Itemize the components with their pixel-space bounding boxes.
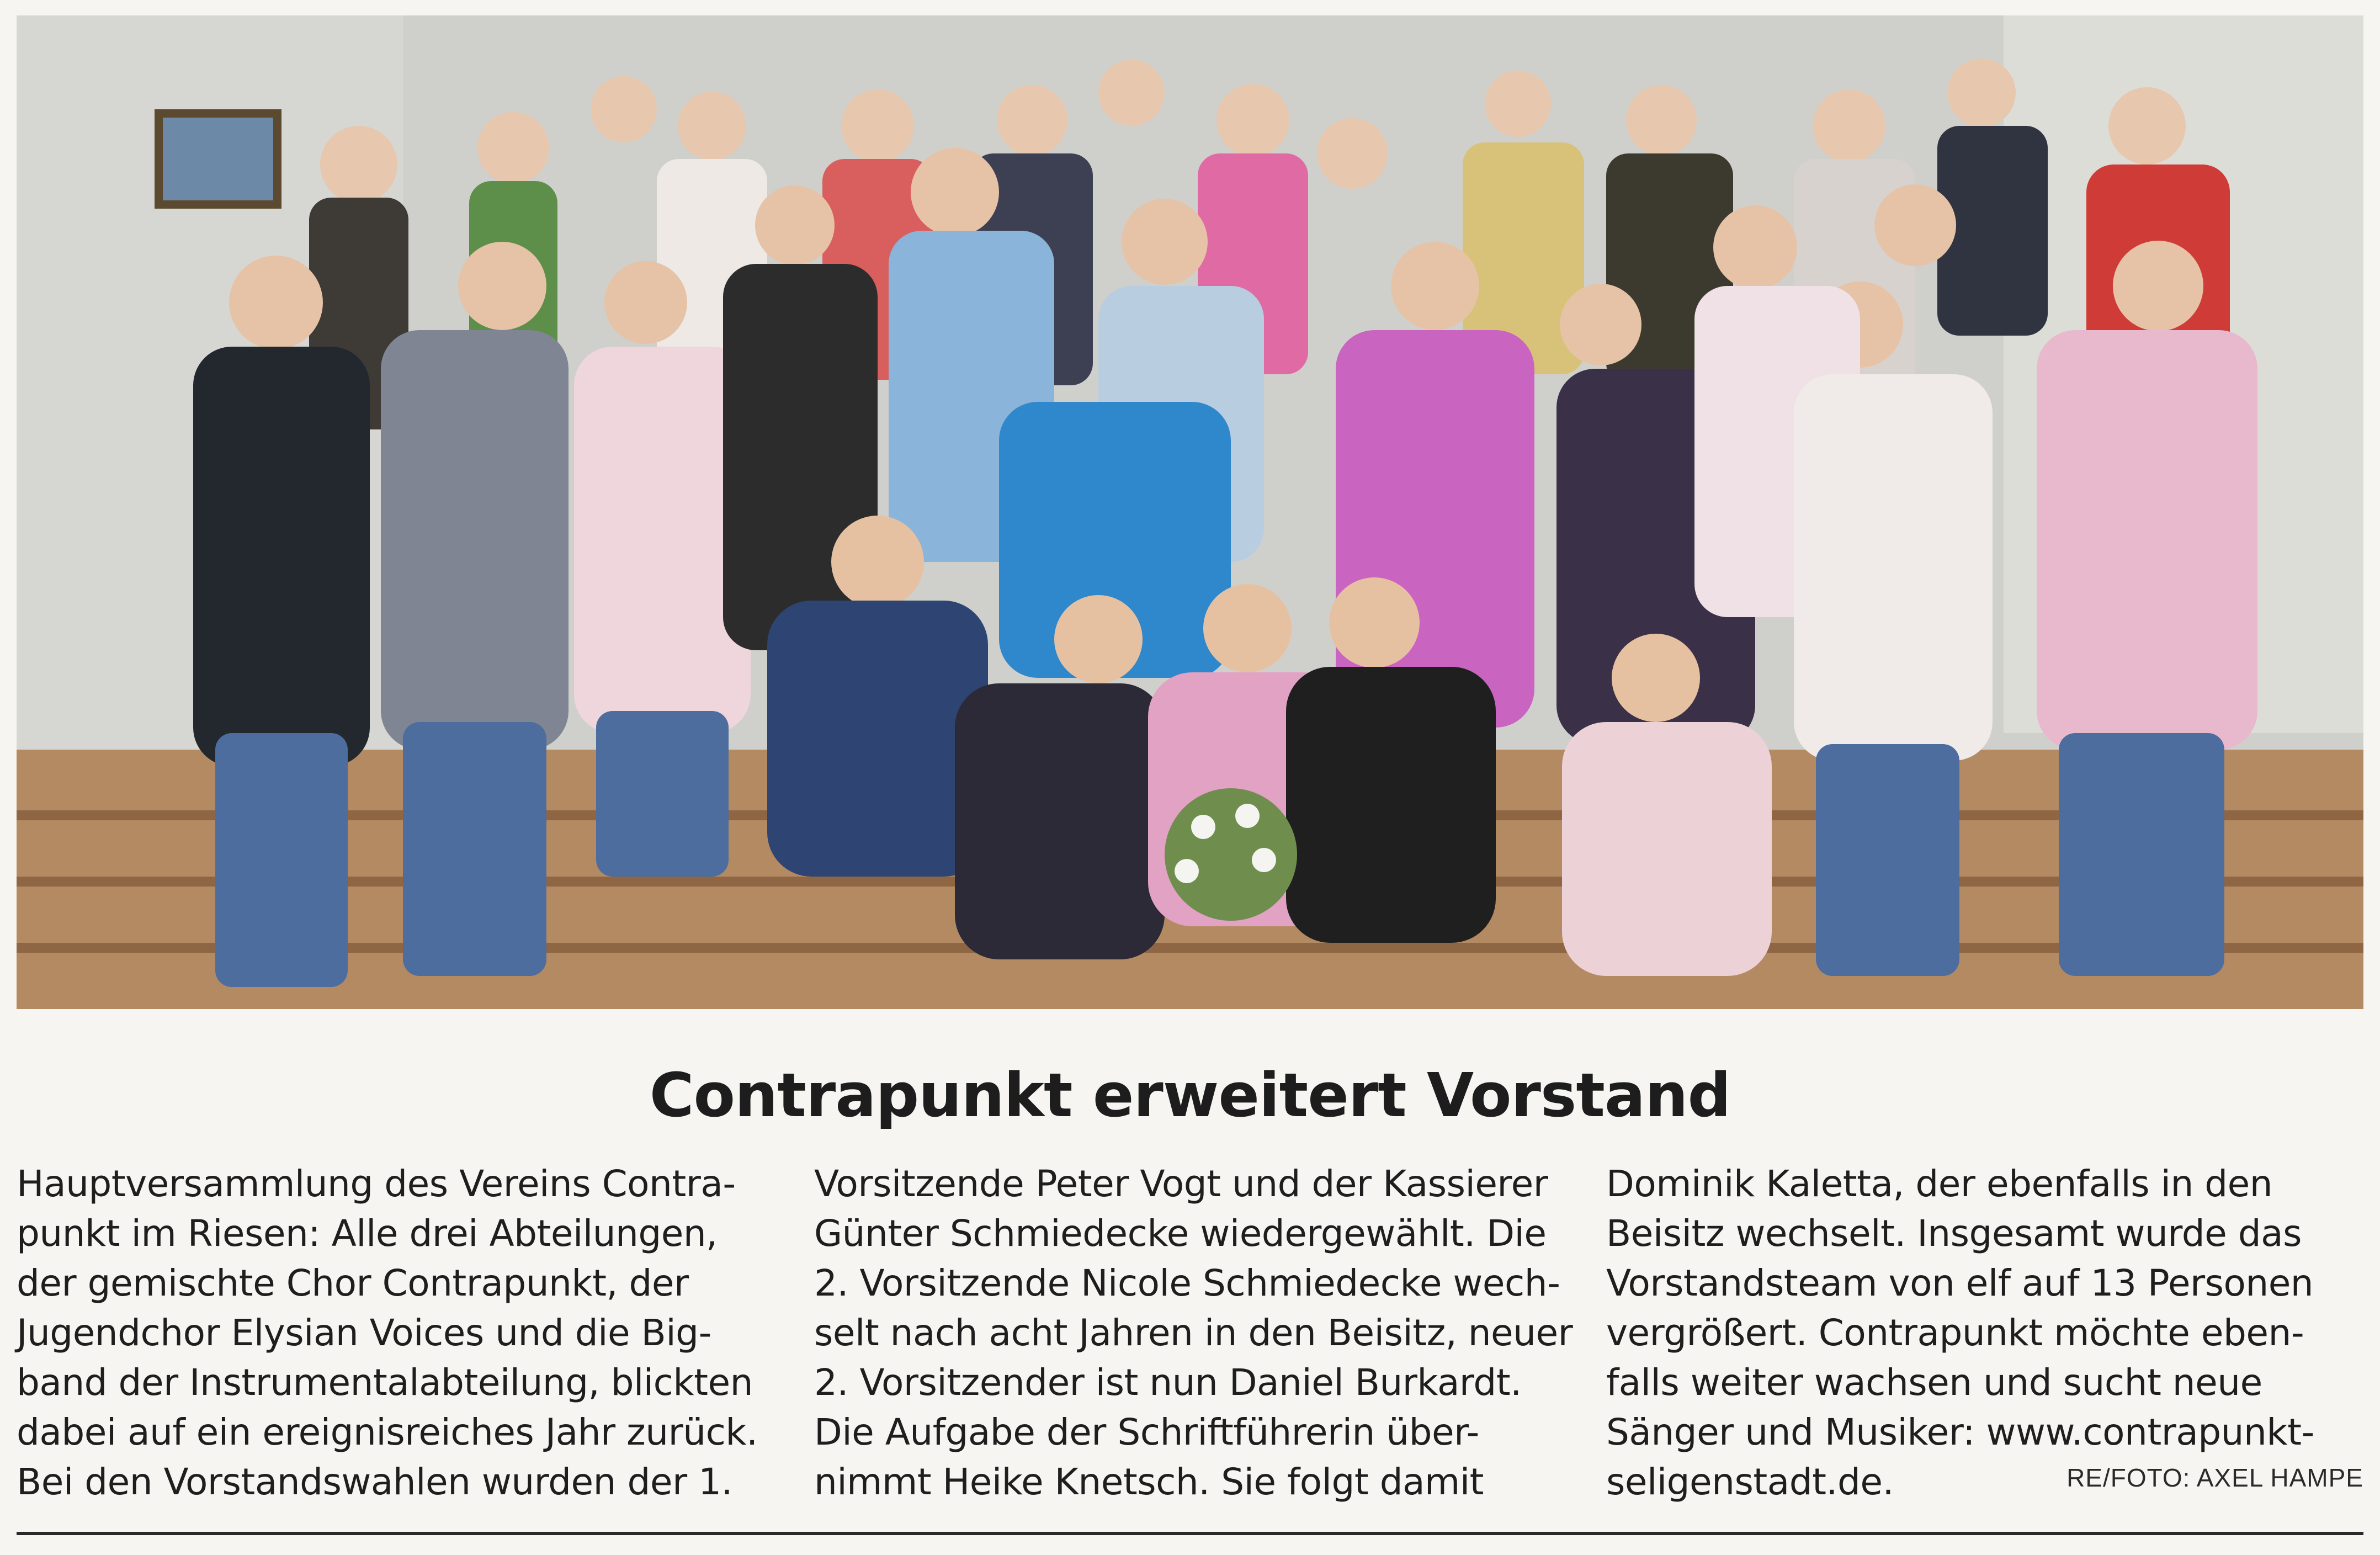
body-line: vergrößert. Contrapunkt möchte eben- <box>1606 1312 2304 1354</box>
bottom-rule <box>17 1532 2363 1535</box>
body-line: Günter Schmiedecke wiedergewählt. Die <box>814 1212 1547 1255</box>
body-line: der gemischte Chor Contrapunkt, der <box>17 1262 689 1304</box>
body-line: Bei den Vorstandswahlen wurden der 1. <box>17 1461 733 1503</box>
body-line: 2. Vorsitzende Nicole Schmiedecke wech- <box>814 1262 1560 1304</box>
photo-credit: RE/FOTO: AXEL HAMPE <box>2066 1463 2363 1492</box>
body-line: seligenstadt.de. <box>1606 1461 1894 1503</box>
body-line: Vorsitzende Peter Vogt und der Kassierer <box>814 1163 1548 1205</box>
body-line: selt nach acht Jahren in den Beisitz, neuer <box>814 1312 1573 1354</box>
body-line: Beisitz wechselt. Insgesamt wurde das <box>1606 1212 2302 1255</box>
body-line: 2. Vorsitzender ist nun Daniel Burkardt. <box>814 1361 1522 1404</box>
body-line: Sänger und Musiker: www.contrapunkt- <box>1606 1411 2314 1453</box>
body-line: dabei auf ein ereignisreiches Jahr zurück. <box>17 1411 758 1453</box>
body-line: Vorstandsteam von elf auf 13 Personen <box>1606 1262 2314 1304</box>
body-line: band der Instrumentalabteilung, blickten <box>17 1361 753 1404</box>
body-line: nimmt Heike Knetsch. Sie folgt damit <box>814 1461 1484 1503</box>
body-line: Hauptversammlung des Vereins Contra- <box>17 1163 736 1205</box>
article-headline: Contrapunkt erweitert Vorstand <box>649 1060 1731 1131</box>
article-body <box>17 1159 2363 1512</box>
article-column-1 <box>17 1159 778 1507</box>
body-line: Die Aufgabe der Schriftführerin über- <box>814 1411 1479 1453</box>
article-column-2 <box>814 1159 1576 1507</box>
group-photo-illustration <box>17 15 2363 1009</box>
group-photo <box>17 15 2363 1009</box>
article-column-3 <box>1606 1159 2368 1507</box>
body-line: Dominik Kaletta, der ebenfalls in den <box>1606 1163 2273 1205</box>
body-line: punkt im Riesen: Alle drei Abteilungen, <box>17 1212 718 1255</box>
body-line: Jugendchor Elysian Voices und die Big- <box>17 1312 711 1354</box>
body-line: falls weiter wachsen und sucht neue <box>1606 1361 2262 1404</box>
